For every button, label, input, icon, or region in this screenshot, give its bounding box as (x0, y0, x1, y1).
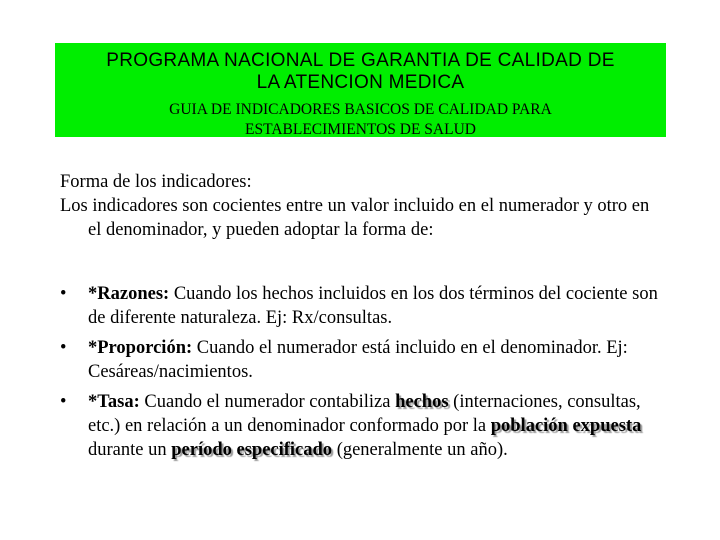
list-item-razones (60, 282, 660, 330)
term-razones: *Razones: (88, 284, 170, 304)
program-title (55, 50, 666, 94)
list-item-proporcion (60, 336, 660, 384)
definition-tasa-part4: (generalmente un año). (332, 440, 508, 460)
emphasis-hechos: hechos (395, 392, 449, 412)
indicator-types-list (60, 282, 660, 462)
header-banner (55, 43, 666, 137)
bullet-icon: • (60, 284, 67, 304)
list-item-tasa (60, 390, 660, 462)
definition-tasa-part2: (internaciones, consultas, etc.) en relación a un denominador conformado por la (88, 392, 641, 436)
program-title-line2: LA ATENCION MEDICA (256, 72, 465, 93)
guide-subtitle (55, 100, 666, 140)
bullet-icon: • (60, 338, 67, 358)
intro-text: Los indicadores son cocientes entre un valor incluido en el numerador y otro en el denominador, y pueden adoptar la forma de: (60, 196, 650, 240)
emphasis-periodo-especificado: período especificado (171, 440, 333, 460)
definition-proporcion: Cuando el numerador está incluido en el denominador. Ej: Cesáreas/nacimientos. (88, 338, 628, 382)
definition-tasa-part3: durante un (88, 440, 172, 460)
term-tasa: *Tasa: (88, 392, 140, 412)
bullet-icon: • (60, 392, 67, 412)
emphasis-poblacion-expuesta: población expuesta (490, 416, 642, 436)
program-title-line1: PROGRAMA NACIONAL DE GARANTIA DE CALIDAD DE (106, 50, 615, 71)
intro-heading: Forma de los indicadores: (60, 172, 252, 192)
definition-razones: Cuando los hechos incluidos en los dos términos del cociente son de diferente naturaleza. Ej: Rx/consultas. (88, 284, 658, 328)
guide-subtitle-line1: GUIA DE INDICADORES BASICOS DE CALIDAD PARA (169, 101, 552, 118)
slide-body (60, 170, 660, 468)
guide-subtitle-line2: ESTABLECIMIENTOS DE SALUD (245, 121, 476, 138)
term-proporcion: *Proporción: (88, 338, 193, 358)
definition-tasa-part1: Cuando el numerador contabiliza (139, 392, 396, 412)
